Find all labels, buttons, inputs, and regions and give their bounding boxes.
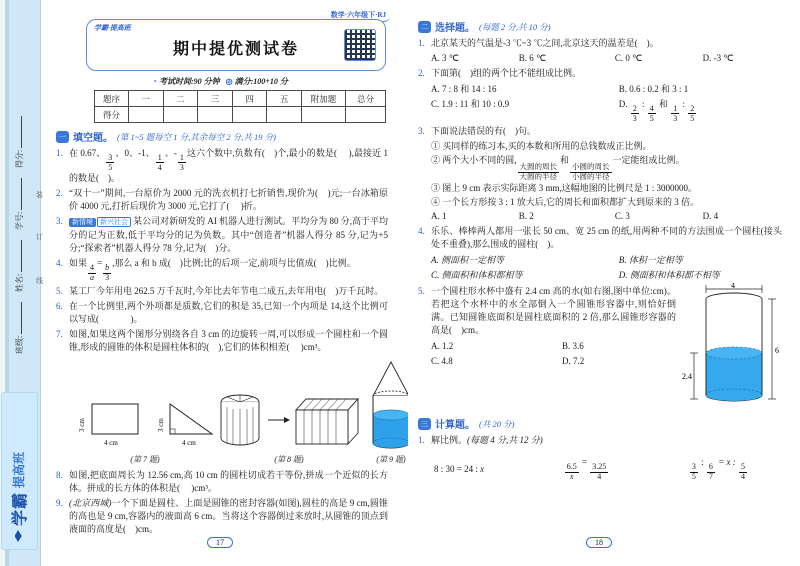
write-line	[14, 116, 22, 148]
question-number: 2.	[418, 68, 425, 78]
paper-title: 期中提优测试卷	[172, 41, 299, 58]
question-number: 8.	[56, 469, 63, 480]
question-source: (北京西城)	[69, 497, 112, 508]
question-number: 6.	[56, 300, 63, 311]
option-a: A. 侧面积一定相等	[431, 255, 504, 266]
tag-emerging-society: 新兴社会	[97, 217, 131, 227]
choice-question-5-block	[418, 283, 782, 411]
equation-2: $\frac{6.5}{x}$ = $\frac{3.25}{4}$	[566, 457, 607, 482]
option-c: C. 3	[614, 211, 630, 222]
question-number: 2.	[56, 188, 63, 199]
section-multiple-choice	[418, 19, 782, 34]
svg-text:4: 4	[731, 283, 735, 291]
statement-4: ④ 一个长方形按 3 : 1 放大后,它的周长和面积都扩大到原来的 3 倍。	[431, 197, 700, 208]
choice-5-options-cd	[418, 354, 676, 368]
clock-icon: ◔	[152, 77, 157, 86]
option-a: A. 1.2	[431, 341, 454, 352]
full-score-icon: ◎	[225, 77, 233, 86]
score-cell	[232, 107, 267, 123]
tag-new-context: 新情境	[69, 218, 96, 227]
page-left	[44, 0, 406, 566]
calc-question-1: 1. 解比例。(每题 4 分,共 12 分)	[418, 435, 543, 446]
question-3: 3. 新情境 新兴社会 某公司对新研发的 AI 机器人进行测试。平均分为 80 分,高于平均分的记为正数,低于平均分的记为负数。其中“创造者”机器人得分 85 分,记为+5 分;“探索者”机器人得分 78 分,记为( )分。	[56, 216, 389, 254]
question-number: 7.	[56, 328, 63, 339]
option-b: B. 3.6	[562, 341, 584, 352]
statement-1: ① 买同样的练习本,买的本数和所用的总钱数成正比例。	[431, 141, 652, 152]
write-line	[14, 240, 22, 272]
section-note: (每题 2 分,共 10 分)	[479, 21, 551, 32]
brand-logo: 学霸·提高班	[94, 24, 131, 32]
question-number: 3.	[418, 126, 425, 137]
col-label: 一	[129, 91, 164, 107]
figure-q8	[218, 390, 360, 465]
question-8: 8. 如图,把底面周长为 12.56 cm,高 10 cm 的圆柱切成若干等份,拼成一个近似的长方体。拼成的长方体的体积是( )cm³。	[56, 469, 388, 493]
choice-1-options	[418, 52, 782, 65]
rectangle-figure	[72, 400, 144, 452]
figure-row	[56, 356, 406, 465]
write-line	[14, 178, 22, 210]
score-cell	[302, 107, 346, 123]
option-c: C. 0 ℃	[614, 53, 643, 63]
margin-field-name: 姓名:	[14, 222, 25, 292]
margin-field-class: 班级:	[14, 284, 25, 354]
col-label: 二	[163, 91, 198, 107]
question-number: 1.	[56, 148, 63, 158]
section-calculation	[418, 416, 782, 431]
question-number: 1.	[418, 435, 425, 446]
option-c: C. 1.9 : 11 和 10 : 0.9	[431, 99, 510, 109]
question-4: 4. 如果 $\frac{4}{a}$ = $\frac{b}{3}$ ,那么 a 和 b 成( )比例;比的后项一定,前项与比值成( )比例。	[56, 258, 356, 283]
subject-tab: 数学·六年级下·RJ	[321, 10, 390, 22]
choice-question-1: 1. 北京某天的气温是-3 ℃~3 ℃之间,北京这天的温差是( )。	[418, 38, 659, 48]
equation-1: 8 : 30 = 24 : x	[434, 464, 485, 475]
brand-banner	[1, 392, 38, 550]
binding-mark: 装	[36, 191, 43, 199]
banner-brand: 学霸	[12, 491, 29, 526]
page-number-right: 18	[586, 537, 612, 548]
score-cell	[267, 107, 302, 123]
qr-code	[344, 29, 376, 61]
question-number: 3.	[56, 216, 63, 227]
option-d: D. $\frac{2}{3}$ : $\frac{4}{5}$ 和 $\frac{1}{3}$ : $\frac{2}{5}$	[618, 99, 695, 123]
page-number-left: 17	[207, 537, 233, 548]
section-note: (第 1~5 题每空 1 分,其余每空 2 分,共 19 分)	[117, 131, 277, 142]
choice-question-2: 2. 下面第( )组的两个比不能组成比例。	[418, 68, 581, 78]
score-table-header	[95, 91, 386, 107]
svg-text:4 cm: 4 cm	[104, 438, 118, 447]
col-label: 四	[232, 91, 267, 107]
choice-5-options-ab	[418, 339, 676, 353]
section-title: 选择题。	[435, 23, 475, 34]
svg-text:3 cm: 3 cm	[78, 417, 86, 432]
figure-caption: (第 9 题)	[376, 454, 406, 464]
option-d: D. 7.2	[562, 356, 585, 367]
option-a: A. 3 ℃	[431, 53, 459, 63]
full-score: 满分:100+10 分	[234, 77, 288, 86]
choice-2-options-ab	[418, 82, 782, 96]
choice-4-options-ab	[418, 253, 782, 267]
paper-header-box	[86, 19, 386, 71]
binding-mark: 订	[36, 233, 43, 241]
statement-3: ③ 图上 9 cm 表示实际距离 3 mm,这幅地图的比例尺是 1 : 3000000。	[431, 183, 697, 194]
question-7: 7. 如图,如果这两个图形分别绕各自 3 cm 的边旋转一周,可以形成一个圆柱和一个圆锥,形成的圆锥的体积是圆柱体积的( ),它们的体积相差( )cm³。	[56, 328, 388, 352]
col-label: 附加题	[302, 91, 346, 107]
option-a: A. 7 : 8 和 14 : 16	[431, 84, 497, 94]
section-fill-in-blanks	[56, 129, 388, 144]
solve-proportion-row	[418, 449, 782, 481]
question-number: 5.	[418, 286, 425, 297]
section-note: (共 20 分)	[479, 418, 515, 429]
choice-2-options-cd	[418, 97, 782, 123]
margin-field-score: 得分:	[14, 98, 25, 168]
page-right	[408, 0, 790, 566]
col-label: 三	[198, 91, 233, 107]
score-cell	[346, 107, 386, 123]
question-9: 9. (北京西城)一个下面是圆柱、上面是圆锥的密封容器(如图),圆柱的高是 9 cm,圆锥的高也是 9 cm,容器内的液面高 6 cm。当将这个容器倒过来放时,从圆锥的顶点到液面的高度是( )cm。	[56, 497, 388, 534]
option-d: D. 4	[702, 211, 719, 222]
option-b: B. 0.6 : 0.2 和 3 : 1	[618, 84, 689, 94]
question-number: 1.	[418, 38, 425, 48]
section-number-badge: 三	[418, 418, 431, 430]
option-b: B. 2	[518, 211, 534, 222]
option-d: D. 侧面积和体积都不相等	[618, 270, 720, 281]
statement-2: ② 两个大小不同的圆, $\frac{\text{大圆的周长}}{\text{大圆的半径}}$ 和 $\frac{\text{小圆的周长}}{\text{小圆的半径}}$ 一定能组成比例。	[431, 155, 685, 182]
question-number: 9.	[56, 497, 63, 508]
exam-time: 考试时间:90 分钟	[158, 77, 220, 86]
option-a: A. 1	[431, 211, 447, 222]
equation-3: $\frac{3}{5}$ : $\frac{6}{7}$ = x : $\frac{5}{4}$	[691, 457, 745, 482]
col-label: 五	[267, 91, 302, 107]
triangle-figure	[154, 400, 218, 452]
figure-caption: (第 7 题)	[130, 454, 160, 464]
svg-text:3 cm: 3 cm	[157, 417, 165, 432]
section-number-badge: 二	[418, 21, 431, 33]
choice-3-options	[418, 210, 782, 223]
book-spine	[0, 0, 40, 566]
choice-question-3: 3. 下面说法错误的有( )句。	[418, 126, 536, 137]
option-d: D. -3 ℃	[702, 53, 734, 63]
section-title: 填空题。	[73, 133, 113, 144]
option-b: B. 6 ℃	[518, 53, 547, 63]
question-number: 4.	[418, 226, 425, 237]
write-line	[14, 302, 22, 334]
choice-question-5: 5. 一个圆柱形水杯中盛有 2.4 cm 高的水(如右图,图中单位:cm)。若把这个水杯中的水全部倒入一个圆锥形容器中,则恰好倒满。已知圆锥底面积是圆柱底面积的 2 倍,那么圆锥形容器的高是( )cm。	[418, 286, 676, 336]
option-c: C. 侧面积和体积都相等	[431, 270, 523, 281]
question-6: 6. 在一个比例里,两个外项都是质数,它们的积是 35,已知一个内项是 14,这个比例可以写成( )。	[56, 300, 388, 324]
question-number: 5.	[56, 285, 63, 296]
option-b: B. 体积一定相等	[618, 255, 683, 266]
score-cell	[163, 107, 198, 123]
score-cell	[129, 107, 164, 123]
margin-field-student-no: 学号:	[14, 160, 25, 230]
col-label: 题序	[95, 91, 129, 107]
svg-text:6: 6	[775, 346, 779, 356]
row-label: 得分	[95, 107, 129, 123]
banner-sub: 提高班	[12, 451, 26, 488]
cylinder-to-prism-figure	[218, 390, 360, 452]
score-cell	[198, 107, 233, 123]
col-label: 总分	[346, 91, 386, 107]
score-table-row	[95, 107, 386, 123]
exam-info	[44, 76, 396, 87]
score-table	[94, 90, 386, 123]
graduation-cap-icon	[15, 530, 23, 542]
svg-text:2.4: 2.4	[682, 372, 692, 382]
option-c: C. 4.8	[431, 356, 453, 367]
section-number-badge: 一	[56, 131, 69, 143]
question-number: 4.	[56, 258, 63, 269]
binding-mark: 线	[36, 277, 43, 285]
water-cup-figure	[682, 283, 782, 409]
figure-q7	[72, 400, 218, 465]
question-1: 1. 在 0.67、 $\frac{3}{5}$ 、0、-1、 $\frac{1}{4}$ 、- $\frac{1}{3}$ 这六个数中,负数有( )个,最小的数是( ),最接近 1 的数是( )。	[56, 148, 388, 184]
choice-4-options-cd	[418, 268, 782, 282]
choice-question-4: 4. 乐乐、棒棒两人都用一张长 50 cm、宽 25 cm 的纸,用两种不同的方法围成一个圆柱(接头处不重叠),那么围成的圆柱( )。	[418, 226, 782, 250]
svg-text:4 cm: 4 cm	[182, 438, 196, 447]
question-2: 2. “双十一”期间,一台原价为 2000 元的洗衣机打七折销售,现价为( )元;一台冰箱原价 4000 元,打折后现价为 3000 元,它打了( )折。	[56, 188, 388, 212]
section-title: 计算题。	[435, 420, 475, 432]
figure-caption: (第 8 题)	[274, 454, 304, 464]
question-5: 5. 某工厂今年用电 262.5 万千瓦时,今年比去年节电二成五,去年用电( )万千瓦时。	[56, 285, 384, 296]
